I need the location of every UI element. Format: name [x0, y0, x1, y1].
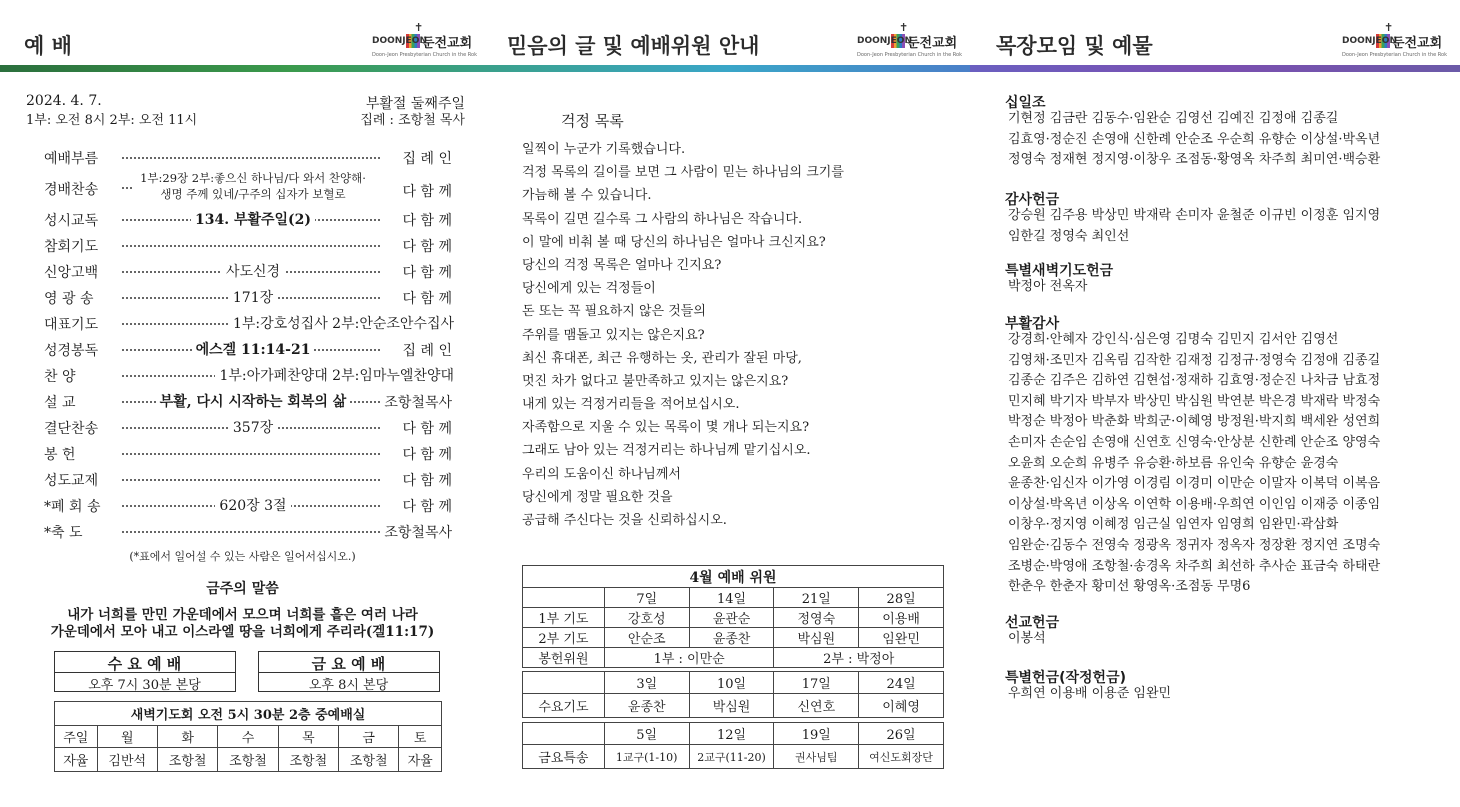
table-cell: 권사님팀 [774, 745, 859, 769]
wednesday-prayer-table [522, 671, 944, 718]
order-leader: 집 례 인 [402, 343, 452, 359]
order-leader: 조항철목사 [384, 525, 452, 541]
order-label: 영 광 송 [44, 291, 94, 307]
name-line: 기현정 김금란 김동수·임완순 김영선 김예진 김정애 김종길 [1008, 111, 1339, 126]
poem-line: 자족함으로 지울 수 있는 목록이 몇 개나 되는지요? [522, 420, 810, 436]
section-heading: 특별새벽기도헌금 [1005, 263, 1114, 279]
section-names [1008, 629, 1046, 650]
friday-service-time: 오후 8시 본당 [308, 678, 389, 693]
name-line: 한춘우 한춘자 황미선 황영옥·조점동 무명6 [1008, 579, 1251, 595]
row-label [523, 723, 605, 745]
poem-line: 걱정 목록의 길이를 보면 그 사람이 믿는 하나님의 크기를 [522, 165, 844, 181]
order-row [38, 234, 452, 256]
row-label: 수요기도 [523, 694, 605, 718]
order-label: 경배찬송 [44, 182, 99, 198]
name-line: 손미자 손순임 손영애 신연호 신영숙·안상분 신한례 안순조 양영숙 [1008, 434, 1381, 450]
logo-korean-name: 둔전교회 [1392, 36, 1443, 51]
poem-line: 주위를 맴돌고 있지는 않은지요? [522, 327, 705, 343]
table-cell: 7일 [604, 588, 689, 608]
order-middle [122, 287, 384, 307]
table-cell: 12일 [689, 723, 774, 745]
dawn-leader-cell: 김반석 [97, 748, 157, 772]
poem-body [522, 138, 844, 532]
header-stripe [485, 65, 970, 72]
order-label: 성경봉독 [44, 343, 99, 359]
table-cell: 윤종찬 [604, 694, 689, 718]
order-middle-text: 1부:강호성집사 2부:안순조안수집사 [229, 316, 458, 332]
table-cell: 안순조 [604, 628, 689, 648]
order-leader: 다 함 께 [402, 421, 452, 437]
worship-committee-table [522, 565, 944, 668]
table-cell: 임완민 [859, 628, 944, 648]
table-cell: 1부 : 이만순 [604, 648, 774, 668]
order-middle [122, 170, 384, 202]
friday-service-title: 금 요 예 배 [311, 655, 386, 673]
church-logo [1342, 21, 1448, 62]
friday-special-song-table [522, 722, 944, 769]
name-line: 우희연 이용배 이용준 임완민 [1008, 686, 1172, 701]
cross-icon: ✝ [899, 21, 909, 34]
verse-line: 가운데에서 모아 내고 이스라엘 땅을 너희에게 주리라(겔11:17) [50, 624, 435, 640]
verse-line: 내가 너희를 만민 가운데에서 모으며 너희를 흩은 여러 나라 [67, 607, 418, 623]
dawn-leader-cell: 조항철 [218, 748, 278, 772]
order-row [38, 364, 452, 386]
order-row [38, 494, 452, 516]
section-names [1008, 330, 1380, 598]
logo-name: DOONJEON [372, 36, 427, 46]
order-leader: 조항철목사 [384, 395, 452, 411]
logo-subtitle: Doon-Jeon Presbyterian Church in the Rok [1342, 52, 1448, 58]
order-middle [122, 365, 458, 385]
table-cell: 박심원 [774, 628, 859, 648]
poem-line: 공급해 주신다는 것을 신뢰하십시오. [522, 513, 727, 528]
faith-article-panel [485, 0, 970, 807]
poem-line: 돈 또는 꼭 필요하지 않은 것들의 [522, 304, 706, 320]
order-leader: 다 함 께 [402, 499, 452, 515]
poem-line: 최신 휴대폰, 최근 유행하는 옷, 관리가 잘된 마당, [522, 350, 802, 366]
table-cell: 박심원 [689, 694, 774, 718]
worship-order-panel [0, 0, 485, 807]
name-line: 임완순·김동수 전영숙 정광옥 정귀자 정옥자 정장환 정지연 조명숙 [1008, 537, 1381, 553]
order-label: 결단찬송 [44, 421, 99, 437]
panel-header [485, 0, 970, 64]
table-cell: 21일 [774, 588, 859, 608]
section-heading: 선교헌금 [1005, 615, 1060, 631]
order-middle [122, 391, 384, 411]
order-middle-line: 생명 주께 있네/구주의 십자가 보혈로 [160, 187, 346, 201]
order-row [38, 208, 452, 230]
table-cell: 14일 [689, 588, 774, 608]
order-middle-text: 620장 3절 [215, 498, 290, 514]
service-date: 2024. 4. 7. [26, 93, 102, 109]
row-label: 봉헌위원 [523, 648, 605, 668]
poem-line: 이 말에 비춰 볼 때 당신의 하나님은 얼마나 크신지요? [522, 234, 826, 250]
page-title: 예 배 [24, 34, 72, 58]
cross-icon: ✝ [1384, 21, 1394, 34]
dotted-leader [122, 531, 380, 533]
order-middle [122, 495, 384, 515]
table-cell: 10일 [689, 672, 774, 694]
logo-subtitle: Doon-Jeon Presbyterian Church in the Rok [857, 52, 963, 58]
order-label: 봉 헌 [44, 447, 76, 463]
table-cell: 2교구(11-20) [689, 745, 774, 769]
table-cell: 2부 : 박정아 [774, 648, 944, 668]
poem-title: 걱정 목록 [561, 112, 624, 130]
poem-line: 당신의 걱정 목록은 얼마나 긴지요? [522, 257, 722, 273]
table-cell: 윤종찬 [689, 628, 774, 648]
name-line: 박정순 박정아 박춘화 박희군·이혜영 방정원·박지희 백세완 성연희 [1008, 414, 1381, 430]
row-label: 금요특송 [523, 745, 605, 769]
table-cell: 이용배 [859, 608, 944, 628]
section-heading: 감사헌금 [1005, 192, 1060, 208]
page-title: 목장모임 및 예물 [996, 34, 1153, 58]
section-names [1008, 206, 1380, 247]
order-label: *폐 회 송 [44, 499, 101, 515]
table-cell: 26일 [859, 723, 944, 745]
order-middle [122, 313, 458, 333]
dawn-leader-cell: 자율 [55, 748, 98, 772]
order-leader: 다 함 께 [402, 265, 452, 281]
order-middle [122, 417, 384, 437]
wednesday-service-time: 오후 7시 30분 본당 [88, 678, 201, 693]
order-row [38, 468, 452, 490]
name-line: 정영숙 정재현 정지영·이창우 조점동·황영옥 차주희 최미연·백승환 [1008, 152, 1381, 168]
logo-name: DOONJEON [1342, 36, 1397, 46]
officiant: 집례 : 조항철 목사 [360, 113, 465, 128]
table-cell: 여신도회장단 [859, 745, 944, 769]
dotted-leader [122, 453, 380, 455]
table-cell: 28일 [859, 588, 944, 608]
order-row [38, 442, 452, 464]
order-row [38, 338, 452, 360]
name-line: 조병순·박영애 조항철·송경옥 차주희 최선하 추사순 표금숙 하태란 [1008, 558, 1381, 574]
name-line: 이창우·정지영 이혜정 임근실 임연자 임영희 임완민·곽삼화 [1008, 517, 1339, 533]
logo-korean-name: 둔전교회 [422, 36, 473, 51]
order-label: 대표기도 [44, 317, 99, 333]
order-row [38, 146, 452, 168]
cross-icon: ✝ [414, 21, 424, 34]
offering-panel [970, 0, 1460, 807]
order-middle-text: 에스겔 11:14-21 [192, 342, 315, 358]
friday-service-box [258, 651, 440, 692]
dawn-leader-cell: 자율 [399, 748, 442, 772]
order-row [38, 416, 452, 438]
poem-line: 우리의 도움이신 하나님께서 [522, 466, 681, 482]
order-row [38, 260, 452, 282]
poem-line: 당신에게 정말 필요한 것을 [522, 489, 673, 505]
page-title: 믿음의 글 및 예배위원 안내 [507, 34, 760, 58]
dawn-prayer-title: 새벽기도회 오전 5시 30분 2층 중예배실 [55, 702, 442, 726]
name-line: 김영채·조민자 김옥림 김작한 김재정 김정규·정영숙 김정애 김종길 [1008, 352, 1381, 368]
poem-line: 그래도 남아 있는 걱정거리는 하나님께 맡기십시오. [522, 443, 811, 459]
order-label: 성시교독 [44, 213, 99, 229]
dotted-leader [122, 245, 380, 247]
wednesday-service-title: 수 요 예 배 [107, 655, 182, 673]
name-line: 임한길 정영숙 최인선 [1008, 228, 1130, 244]
order-label: 찬 양 [44, 369, 76, 385]
name-line: 강승원 김주용 박상민 박재락 손미자 윤철준 이규빈 이정훈 임지영 [1008, 208, 1381, 223]
dawn-day-cell: 수 [218, 726, 278, 748]
church-logo [372, 21, 478, 62]
order-middle-text: 사도신경 [222, 264, 284, 280]
table-cell: 17일 [774, 672, 859, 694]
dawn-prayer-table [54, 701, 442, 772]
dotted-leader [122, 187, 132, 189]
section-heading: 십일조 [1005, 95, 1046, 111]
committee-table-title: 4월 예배 위원 [523, 566, 944, 588]
table-cell: 강호성 [604, 608, 689, 628]
row-label: 1부 기도 [523, 608, 605, 628]
order-middle [122, 261, 384, 281]
table-cell: 24일 [859, 672, 944, 694]
dotted-leader [122, 479, 380, 481]
dawn-leader-cell: 조항철 [278, 748, 338, 772]
section-names [1008, 277, 1087, 298]
table-cell: 정영숙 [774, 608, 859, 628]
table-cell: 5일 [604, 723, 689, 745]
row-label [523, 588, 605, 608]
order-label: *축 도 [44, 525, 83, 541]
order-leader: 다 함 께 [402, 447, 452, 463]
dawn-day-cell: 화 [157, 726, 217, 748]
service-times: 1부: 오전 8시 2부: 오전 11시 [26, 113, 198, 128]
name-line: 김효영·정순진 손영애 신한례 안순조 우순희 유향순 이상설·박옥년 [1008, 131, 1381, 147]
order-middle-text: 134. 부활주일(2) [191, 212, 315, 228]
dawn-day-cell: 금 [339, 726, 399, 748]
table-cell: 3일 [604, 672, 689, 694]
order-leader: 집 례 인 [402, 151, 452, 167]
order-middle-text: 1부:아가페찬양대 2부:임마누엘찬양대 [215, 368, 458, 384]
panel-header [0, 0, 485, 64]
order-middle-text: 357장 [229, 420, 277, 436]
name-line: 김종순 김주은 김하연 김현섭·정재하 김효영·정순진 나차금 남효정 [1008, 373, 1381, 389]
header-stripe [970, 65, 1460, 72]
order-middle [122, 209, 384, 229]
order-leader: 다 함 께 [402, 473, 452, 489]
order-label: 참회기도 [44, 239, 99, 255]
table-cell: 신연호 [774, 694, 859, 718]
name-line: 이봉석 [1008, 631, 1046, 646]
panel-header [970, 0, 1460, 64]
order-leader: 다 함 께 [402, 239, 452, 255]
dawn-day-cell: 주일 [55, 726, 98, 748]
section-heading: 특별헌금(작정헌금) [1005, 670, 1126, 686]
poem-line: 당신에게 있는 걱정들이 [522, 281, 656, 297]
poem-line: 목록이 길면 길수록 그 사람의 하나님은 작습니다. [522, 211, 803, 227]
order-middle-text: 부활, 다시 시작하는 회복의 삶 [156, 394, 351, 410]
wednesday-service-box [54, 651, 236, 692]
order-middle [122, 339, 384, 359]
table-cell: 1교구(1-10) [604, 745, 689, 769]
name-line: 민지혜 박기자 박부자 박상민 박심원 박연분 박은경 박재락 박정숙 [1008, 393, 1381, 409]
order-leader: 다 함 께 [402, 291, 452, 307]
name-line: 강경희·안혜자 강인식·심은영 김명숙 김민지 김서안 김영선 [1008, 332, 1339, 347]
dawn-day-cell: 월 [97, 726, 157, 748]
dotted-leader [122, 157, 380, 159]
table-cell: 윤관순 [689, 608, 774, 628]
dawn-day-cell: 토 [399, 726, 442, 748]
order-row [38, 286, 452, 308]
poem-line: 일찍이 누군가 기록했습니다. [522, 142, 686, 157]
order-label: 설 교 [44, 395, 76, 411]
order-middle-line: 1부:29장 2부:좋으신 하나님/다 와서 찬양해· [140, 171, 366, 185]
section-names [1008, 684, 1171, 705]
dawn-leader-cell: 조항철 [157, 748, 217, 772]
section-names [1008, 109, 1380, 171]
logo-korean-name: 둔전교회 [907, 36, 958, 51]
order-leader: 다 함 께 [402, 184, 452, 200]
dawn-day-cell: 목 [278, 726, 338, 748]
section-heading: 부활감사 [1005, 316, 1060, 332]
row-label: 2부 기도 [523, 628, 605, 648]
table-cell: 이혜영 [859, 694, 944, 718]
order-row [38, 173, 452, 207]
stand-note: (*표에서 일어설 수 있는 사람은 일어서십시오.) [129, 550, 356, 563]
name-line: 박정아 전옥자 [1008, 279, 1088, 294]
poem-line: 멋진 차가 없다고 불만족하고 있지는 않은지요? [522, 373, 789, 389]
order-middle-text: 171장 [229, 290, 277, 306]
poem-line: 가늠해 볼 수 있습니다. [522, 188, 652, 204]
logo-subtitle: Doon-Jeon Presbyterian Church in the Rok [372, 52, 478, 58]
order-leader: 다 함 께 [402, 213, 452, 229]
table-cell: 19일 [774, 723, 859, 745]
dawn-leader-cell: 조항철 [339, 748, 399, 772]
poem-line: 내게 있는 걱정거리들을 적어보십시오. [522, 397, 740, 413]
order-label: 신앙고백 [44, 265, 99, 281]
row-label [523, 672, 605, 694]
church-logo [857, 21, 963, 62]
name-line: 오윤희 오순희 유병주 유승환·하보름 유인숙 유향순 윤경숙 [1008, 455, 1339, 471]
order-row [38, 312, 452, 334]
order-row [38, 390, 452, 412]
verse-title: 금주의 말씀 [206, 581, 279, 597]
order-row [38, 520, 452, 542]
sunday-name: 부활절 둘째주일 [365, 96, 465, 112]
order-label: 성도교제 [44, 473, 99, 489]
order-label: 예배부름 [44, 151, 99, 167]
header-stripe [0, 65, 485, 72]
name-line: 윤종찬·임신자 이가영 이경림 이경미 이만순 이말자 이복덕 이복음 [1008, 476, 1381, 492]
logo-name: DOONJEON [857, 36, 912, 46]
name-line: 이상설·박옥년 이상옥 이연학 이용배·우희연 이인임 이재중 이종임 [1008, 496, 1381, 512]
